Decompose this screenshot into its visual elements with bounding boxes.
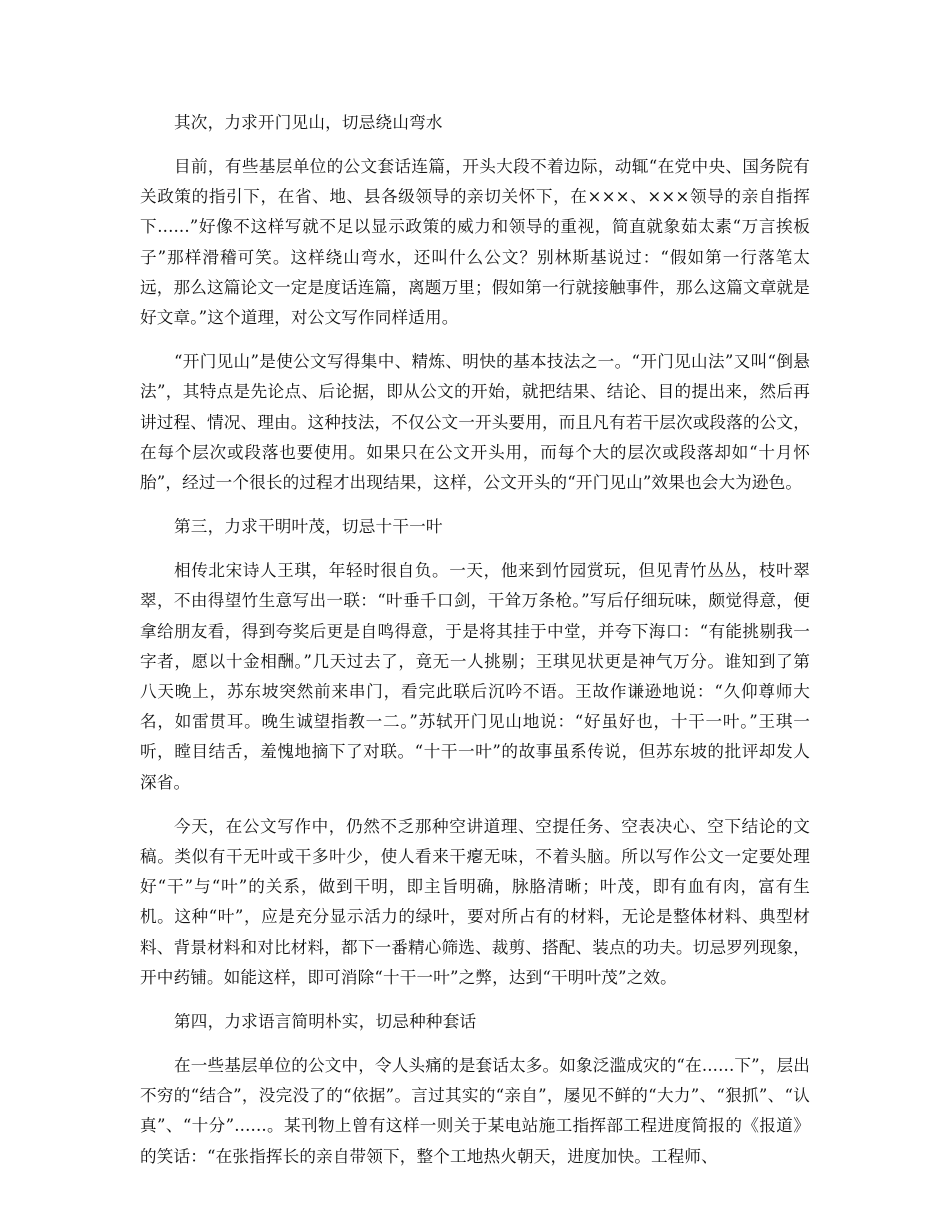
- spacer: [140, 498, 810, 512]
- spacer: [140, 1037, 810, 1051]
- section-heading-third: 第三，力求干明叶茂，切忌十干一叶: [174, 517, 443, 537]
- paragraph-trunk-and-leaves: 今天，在公文写作中，仍然不乏那种空讲道理、空提任务、空表决心、空下结论的文稿。类似有干无叶或干多叶少，使人看来干瘪无味，不着头脑。所以写作公文一定要处理好“干”与“叶”的关系，做到干明，即主旨明确，脉胳清晰；叶茂，即有血有肉，富有生机。这种“叶”，应是充分显示活力的绿叶，要对所占有的材料，无论是整体材料、典型材料、背景材料和对比材料，都下一番精心筛选、裁剪、搭配、装点的功夫。切忌罗列现象，开中药铺。如能这样，即可消除“十干一叶”之弊，达到“干明叶茂”之效。: [140, 816, 810, 987]
- spacer: [140, 993, 810, 1007]
- spacer: [140, 333, 810, 347]
- document-page: [140, 108, 810, 1172]
- section-heading-second: 其次，力求开门见山，切忌绕山弯水: [174, 113, 443, 132]
- spacer: [140, 798, 810, 812]
- paragraph-kaimen-jianshan: “开门见山”是使公文写得集中、精炼、明快的基本技法之一。“开门见山法”又叫“倒悬法”，其特点是先论点、后论据，即从公文的开始，就把结果、结论、目的提出来，然后再讲过程、情况、理由。这种技法，不仅公文一开头要用，而且凡有若干层次或段落的公文，在每个层次或段落也要使用。如果只在公文开头用，而每个大的层次或段落却如“十月怀胎”，经过一个很长的过程才出现结果，这样，公文开头的“开门见山”效果也会大为逊色。: [140, 352, 810, 493]
- paragraph-opening-verbosity: 目前，有些基层单位的公文套话连篇，开头大段不着边际，动辄“在党中央、国务院有关政策的指引下，在省、地、县各级领导的亲切关怀下，在×××、×××领导的亲自指挥下......”好像不这样写就不足以显示政策的威力和领导的重视，简直就象茹太素“万言挨板子”那样滑稽可笑。这样绕山弯水，还叫什么公文？别林斯基说过：“假如第一行落笔太远，那么这篇论文一定是度话连篇，离题万里；假如第一行就接触事件，那么这篇文章就是好文章。”这个道理，对公文写作同样适用。: [140, 157, 810, 328]
- spacer: [140, 542, 810, 556]
- paragraph-wang-qi-story: 相传北宋诗人王琪，年轻时很自负。一天，他来到竹园赏玩，但见青竹丛丛，枝叶翠翠，不由得望竹生意写出一联：“叶垂千口剑，干耸万条枪。”写后仔细玩味，颇觉得意，便拿给朋友看，得到夸奖后更是自鸣得意，于是将其挂于中堂，并夸下海口：“有能挑剔我一字者，愿以十金相酬。”几天过去了，竟无一人挑剔；王琪见状更是神气万分。谁知到了第八天晚上，苏东坡突然前来串门，看完此联后沉吟不语。王故作谦逊地说：“久仰尊师大名，如雷贯耳。晚生诚望指教一二。”苏轼开门见山地说：“好虽好也，十干一叶。”王琪一听，瞠目结舌，羞愧地摘下了对联。“十干一叶”的故事虽系传说，但苏东坡的批评却发人深省。: [140, 561, 810, 792]
- section-heading-fourth: 第四，力求语言简明朴实，切忌种种套话: [174, 1012, 477, 1032]
- paragraph-stock-phrases: 在一些基层单位的公文中，令人头痛的是套话太多。如象泛滥成灾的“在......下”，层出不穷的“结合”，没完没了的“依据”。言过其实的“亲自”，屡见不鲜的“大力”、“狠抓”、“认真”、“十分”......。某刊物上曾有这样一则关于某电站施工指挥部工程进度简报的《报道》的笑话：“在张指挥长的亲自带领下，整个工地热火朝天，进度加快。工程师、: [140, 1056, 810, 1166]
- spacer: [140, 138, 810, 152]
